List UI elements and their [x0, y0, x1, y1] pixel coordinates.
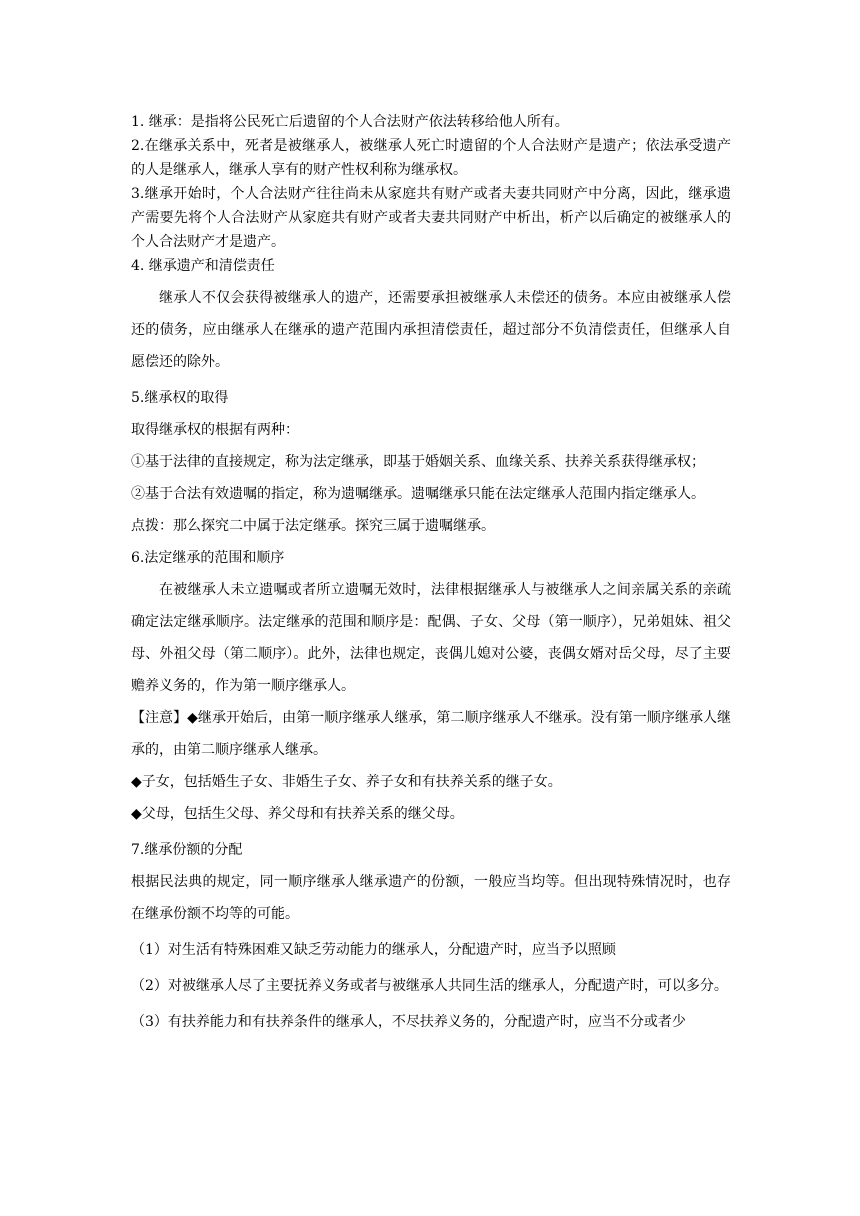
- list-item-special-care: （1）对生活有特殊困难又缺乏劳动能力的继承人，分配遗产时，应当予以照顾: [131, 942, 616, 958]
- paragraph-estate-separation: 3.继承开始时，个人合法财产往往尚未从家庭共有财产或者夫妻共同财产中分离，因此，继承遗产需要先将个人合法财产从家庭共有财产或者夫妻共同财产中析出，析产以后确定的被继承人的个人合法财产才是遗产。: [131, 186, 731, 250]
- paragraph-inheritance-relationship: 2.在继承关系中，死者是被继承人，被继承人死亡时遗留的个人合法财产是遗产；依法承受遗产的人是继承人，继承人享有的财产性权利称为继承权。: [131, 138, 731, 178]
- list-item-less-or-no-share: （3）有扶养能力和有扶养条件的继承人，不尽扶养义务的，分配遗产时，应当不分或者少: [131, 1014, 686, 1030]
- list-item-more-share: （2）对被继承人尽了主要抚养义务或者与被继承人共同生活的继承人，分配遗产时，可以多分。: [131, 978, 728, 994]
- list-item-children: ◆子女，包括婚生子女、非婚生子女、养子女和有扶养关系的继子女。: [131, 774, 562, 790]
- list-item-testamentary-inheritance: ②基于合法有效遗嘱的指定，称为遗嘱继承。遗嘱继承只能在法定继承人范围内指定继承人。: [131, 486, 705, 502]
- heading-inheritance-and-debt: 4. 继承遗产和清偿责任: [131, 258, 275, 274]
- paragraph-note: 【注意】◆继承开始后，由第一顺序继承人继承，第二顺序继承人不继承。没有第一顺序继承人继承的，由第二顺序继承人继承。: [131, 710, 731, 758]
- paragraph-equal-shares: 根据民法典的规定，同一顺序继承人继承遗产的份额，一般应当均等。但出现特殊情况时，也存在继承份额不均等的可能。: [131, 874, 731, 922]
- paragraph-debt-liability: 继承人不仅会获得被继承人的遗产，还需要承担被继承人未偿还的债务。本应由被继承人偿还的债务，应由继承人在继承的遗产范围内承担清偿责任，超过部分不负清偿责任，但继承人自愿偿还的除外。: [131, 290, 731, 370]
- paragraph-inheritance-definition: 1. 继承：是指将公民死亡后遗留的个人合法财产依法转移给他人所有。: [131, 114, 569, 130]
- heading-share-distribution: 7.继承份额的分配: [131, 842, 243, 858]
- paragraph-two-grounds: 取得继承权的根据有两种：: [131, 422, 299, 438]
- document-body: [131, 110, 731, 1038]
- list-item-statutory-inheritance: ①基于法律的直接规定，称为法定继承，即基于婚姻关系、血缘关系、扶养关系获得继承权；: [131, 454, 705, 470]
- paragraph-statutory-scope-and-order: 在被继承人未立遗嘱或者所立遗嘱无效时，法律根据继承人与被继承人之间亲属关系的亲疏确定法定继承顺序。法定继承的范围和顺序是：配偶、子女、父母（第一顺序），兄弟姐妹、祖父母、外祖父母（第二顺序）。此外，法律也规定，丧偶儿媳对公婆，丧偶女婿对岳父母，尽了主要赡养义务的，作为第一顺序继承人。: [131, 582, 731, 694]
- heading-acquisition-of-inheritance-right: 5.继承权的取得: [131, 390, 229, 406]
- paragraph-tip: 点拨：那么探究二中属于法定继承。探究三属于遗嘱继承。: [131, 518, 495, 534]
- list-item-parents: ◆父母，包括生父母、养父母和有扶养关系的继父母。: [131, 806, 464, 822]
- heading-statutory-order: 6.法定继承的范围和顺序: [131, 550, 285, 566]
